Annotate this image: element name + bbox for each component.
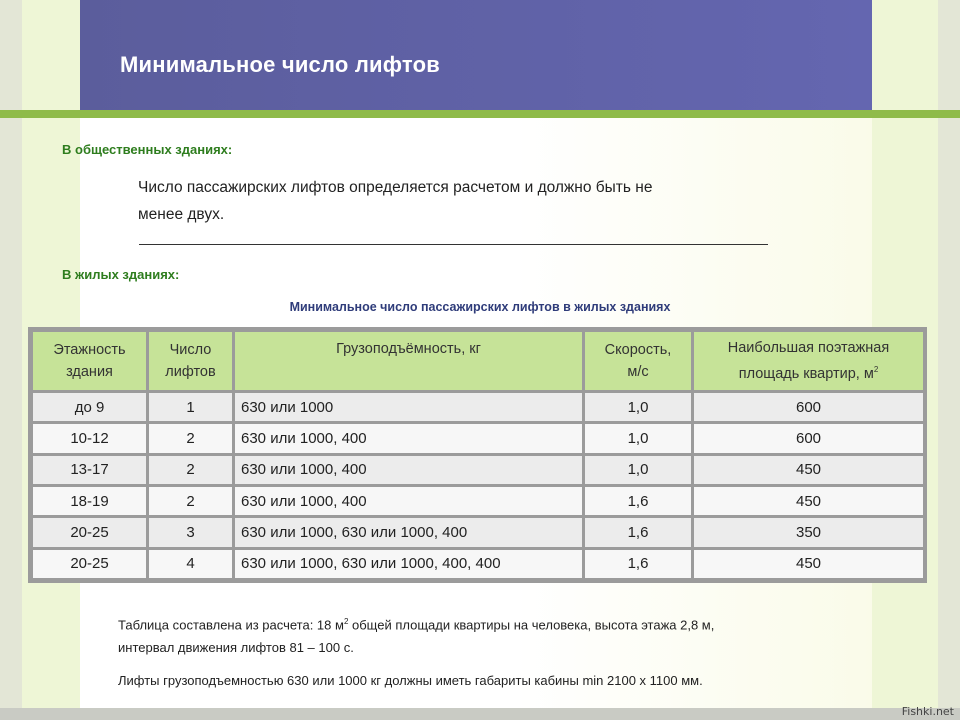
header-speed: [585, 332, 691, 390]
note-calculation-line-1: [118, 610, 714, 636]
cell-speed: 1,0: [585, 456, 691, 484]
header-floors-line-1: Этажность: [53, 342, 126, 358]
header-lift-count: [149, 332, 232, 390]
table-row: [33, 518, 923, 546]
header-count-line-1: Число: [169, 342, 212, 358]
cell-floors: 20-25: [33, 550, 146, 578]
cell-capacity: 630 или 1000: [235, 393, 582, 421]
residential-buildings-label: В жилых зданиях:: [62, 267, 180, 282]
divider-line: [139, 244, 768, 245]
cell-floors: 13-17: [33, 456, 146, 484]
cell-capacity: 630 или 1000, 630 или 1000, 400, 400: [235, 550, 582, 578]
table-title: Минимальное число пассажирских лифтов в жилых зданиях: [289, 300, 671, 314]
cell-floors: 20-25: [33, 518, 146, 546]
cell-speed: 1,6: [585, 518, 691, 546]
table-row: [33, 487, 923, 515]
cell-speed: 1,0: [585, 424, 691, 452]
note1-superscript: 2: [343, 617, 349, 626]
cell-speed: 1,0: [585, 393, 691, 421]
public-text-line-2: менее двух.: [138, 206, 225, 223]
note1-part-b: общей площади квартиры на человека, высота этажа 2,8 м,: [348, 617, 715, 633]
header-area: [694, 332, 923, 390]
cell-area: 350: [694, 518, 923, 546]
note-calculation-line-2: интервал движения лифтов 81 – 100 с.: [118, 640, 354, 656]
cell-area: 600: [694, 393, 923, 421]
header-area-line-2: [698, 359, 919, 385]
cell-area: 600: [694, 424, 923, 452]
public-text-line-1: Число пассажирских лифтов определяется расчетом и должно быть не: [138, 179, 653, 196]
background-right-outer: [938, 0, 960, 720]
header-capacity: [235, 332, 582, 390]
header-area-superscript: 2: [873, 365, 879, 375]
cell-count: 3: [149, 518, 232, 546]
cell-floors: до 9: [33, 393, 146, 421]
cell-area: 450: [694, 487, 923, 515]
lift-table: [30, 329, 926, 581]
header-count-line-2: лифтов: [165, 364, 216, 380]
cell-floors: 18-19: [33, 487, 146, 515]
cell-capacity: 630 или 1000, 400: [235, 456, 582, 484]
header-area-unit: площадь квартир, м: [738, 365, 874, 382]
public-buildings-label: В общественных зданиях:: [62, 142, 233, 157]
cell-area: 450: [694, 550, 923, 578]
cell-capacity: 630 или 1000, 400: [235, 487, 582, 515]
cell-floors: 10-12: [33, 424, 146, 452]
cell-speed: 1,6: [585, 487, 691, 515]
header-speed-line-1: Скорость,: [604, 342, 672, 358]
header-floors-line-2: здания: [66, 364, 113, 380]
cell-count: 1: [149, 393, 232, 421]
table-header-row: [33, 332, 923, 390]
cell-count: 2: [149, 487, 232, 515]
background-left-outer: [0, 0, 22, 720]
table-row: [33, 550, 923, 578]
background-bottom-strip: [0, 708, 960, 720]
watermark: Fishki.net: [901, 705, 954, 718]
table-row: [33, 424, 923, 452]
cell-capacity: 630 или 1000, 400: [235, 424, 582, 452]
note-cabin-size: Лифты грузоподъемностью 630 или 1000 кг должны иметь габариты кабины min 2100 х 1100 мм.: [118, 673, 703, 688]
cell-capacity: 630 или 1000, 630 или 1000, 400: [235, 518, 582, 546]
slide-header: [80, 0, 872, 110]
slide-title: Минимальное число лифтов: [120, 52, 440, 77]
header-area-line-1: Наибольшая поэтажная: [727, 340, 890, 357]
lift-table-frame: [28, 327, 927, 583]
cell-area: 450: [694, 456, 923, 484]
note1-part-a: Таблица составлена из расчета: 18 м: [118, 617, 344, 633]
cell-count: 4: [149, 550, 232, 578]
header-accent-bar: [0, 110, 960, 118]
note-calculation: [118, 610, 714, 659]
header-capacity-text: Грузоподъёмность, кг: [336, 341, 481, 357]
cell-count: 2: [149, 424, 232, 452]
header-floors: [33, 332, 146, 390]
cell-count: 2: [149, 456, 232, 484]
header-speed-line-2: м/с: [627, 364, 649, 380]
table-row: [33, 456, 923, 484]
cell-speed: 1,6: [585, 550, 691, 578]
public-buildings-text: [138, 174, 758, 228]
table-row: [33, 393, 923, 421]
